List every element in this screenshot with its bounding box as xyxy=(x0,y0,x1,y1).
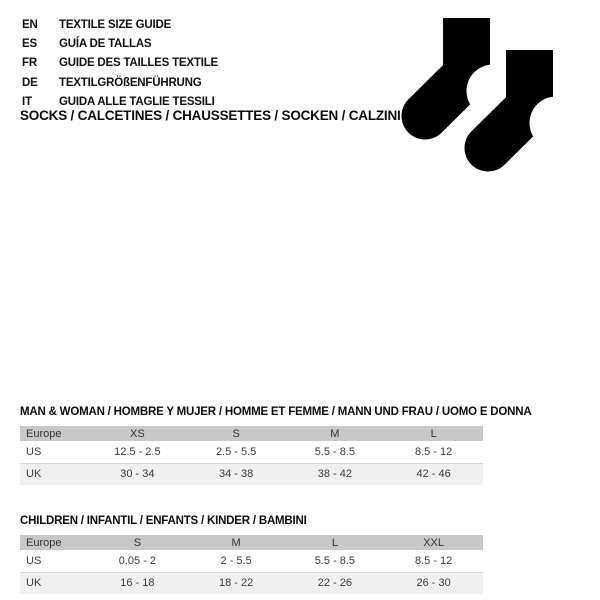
size-value: 0.05 - 2 xyxy=(88,550,187,572)
language-label: GUIDE DES TAILLES TEXTILE xyxy=(59,57,218,70)
table-header-row xyxy=(20,426,483,441)
column-header-xs: XS xyxy=(130,427,145,440)
language-row-es xyxy=(22,34,218,53)
size-value: 22 - 26 xyxy=(286,572,385,594)
size-value: 26 - 30 xyxy=(384,572,483,594)
children-section xyxy=(20,515,483,594)
language-code: DE xyxy=(22,76,38,89)
size-value: 12.5 - 2.5 xyxy=(88,441,187,463)
region-label: UK xyxy=(20,572,88,594)
size-value: 30 - 34 xyxy=(88,463,187,485)
region-label: US xyxy=(20,441,88,463)
language-code: FR xyxy=(22,57,37,70)
children-table-title: CHILDREN / INFANTIL / ENFANTS / KINDER / BAMBINI xyxy=(20,515,307,527)
language-row-en xyxy=(22,15,218,34)
language-code: IT xyxy=(22,95,32,108)
table-row-uk xyxy=(20,572,483,594)
column-header-l: L xyxy=(331,536,338,549)
size-value: 16 - 18 xyxy=(88,572,187,594)
size-value: 8.5 - 12 xyxy=(384,441,483,463)
man-woman-size-table xyxy=(20,426,483,485)
language-list xyxy=(22,15,218,111)
column-header-m: M xyxy=(330,427,340,440)
table-header-row xyxy=(20,535,483,550)
region-label: UK xyxy=(20,463,88,485)
region-label: US xyxy=(20,550,88,572)
socks-icon xyxy=(393,0,593,185)
column-header-europe: Europe xyxy=(26,536,62,549)
size-value: 42 - 46 xyxy=(384,463,483,485)
man-woman-table-title: MAN & WOMAN / HOMBRE Y MUJER / HOMME ET FEMME / MANN UND FRAU / UOMO E DONNA xyxy=(20,406,532,418)
size-value: 38 - 42 xyxy=(286,463,385,485)
size-value: 2.5 - 5.5 xyxy=(187,441,286,463)
size-value: 2 - 5.5 xyxy=(187,550,286,572)
language-row-de xyxy=(22,73,218,92)
column-header-l: L xyxy=(430,427,437,440)
table-row-uk xyxy=(20,463,483,485)
children-size-table xyxy=(20,535,483,594)
language-label: GUIDA ALLE TAGLIE TESSILI xyxy=(59,95,215,108)
language-code: ES xyxy=(22,37,37,50)
table-row-us xyxy=(20,441,483,463)
size-value: 5.5 - 8.5 xyxy=(286,441,385,463)
column-header-europe: Europe xyxy=(26,427,62,440)
category-title: SOCKS / CALCETINES / CHAUSSETTES / SOCKEN / CALZINI xyxy=(20,108,401,123)
size-value: 34 - 38 xyxy=(187,463,286,485)
size-value: 18 - 22 xyxy=(187,572,286,594)
size-value: 8.5 - 12 xyxy=(384,550,483,572)
language-code: EN xyxy=(22,18,38,31)
language-label: TEXTILGRÖßENFÜHRUNG xyxy=(59,76,202,89)
column-header-s: S xyxy=(232,427,240,440)
column-header-m: M xyxy=(231,536,241,549)
man-woman-section xyxy=(20,406,532,485)
column-header-s: S xyxy=(133,536,142,549)
language-label: GUÍA DE TALLAS xyxy=(59,37,152,50)
size-value: 5.5 - 8.5 xyxy=(286,550,385,572)
column-header-xxl: XXL xyxy=(423,536,445,549)
table-row-us xyxy=(20,550,483,572)
language-row-fr xyxy=(22,54,218,73)
language-label: TEXTILE SIZE GUIDE xyxy=(59,18,172,31)
